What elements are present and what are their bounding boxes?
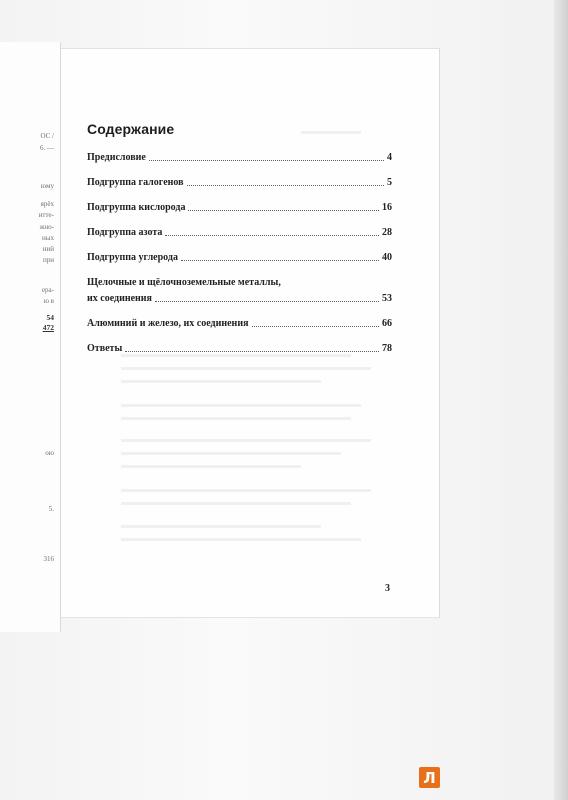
- toc-entry: [87, 252, 392, 264]
- book-page: [61, 48, 440, 618]
- toc-leader-dots: [181, 260, 379, 261]
- toc-entry: [87, 318, 392, 330]
- toc-entry-label: Подгруппа углерода: [87, 252, 178, 263]
- show-through-mark: [121, 465, 301, 468]
- show-through-mark: [301, 131, 361, 134]
- toc-entry-page: 40: [382, 252, 392, 263]
- left-text-fragment: при: [43, 256, 54, 264]
- left-page-fragment: [0, 42, 61, 632]
- toc-entry-page: 16: [382, 202, 392, 213]
- show-through-mark: [121, 404, 361, 407]
- toc-entry: [87, 202, 392, 214]
- toc-entry-page: 78: [382, 343, 392, 354]
- show-through-mark: [121, 380, 321, 383]
- left-text-fragment: 316: [43, 555, 54, 563]
- left-text-fragment: 6. —: [40, 144, 54, 152]
- left-text-fragment: ных: [42, 234, 54, 242]
- toc-entry: [87, 277, 392, 305]
- toc-entry-page: 4: [387, 152, 392, 163]
- toc-entry-label: Подгруппа галогенов: [87, 177, 184, 188]
- toc-entry-label: их соединения: [87, 293, 152, 304]
- toc-entry-continuation: [87, 293, 392, 305]
- toc-leader-dots: [188, 210, 379, 211]
- show-through-mark: [121, 502, 351, 505]
- toc-leader-dots: [187, 185, 384, 186]
- toc-entry-page: 53: [382, 293, 392, 304]
- show-through-mark: [121, 452, 341, 455]
- toc-entry-label: Алюминий и железо, их соединения: [87, 318, 249, 329]
- toc-entry: [87, 152, 392, 164]
- toc-entry-label: Щелочные и щёлочноземельные металлы,: [87, 277, 281, 288]
- toc-entry: [87, 343, 392, 355]
- toc-leader-dots: [155, 301, 379, 302]
- left-text-fragment: 472: [42, 323, 54, 332]
- show-through-mark: [121, 525, 321, 528]
- toc-entry-page: 66: [382, 318, 392, 329]
- left-text-fragment: 54: [46, 313, 54, 322]
- toc-entry: [87, 177, 392, 189]
- left-text-fragment: ярёх: [40, 200, 54, 208]
- toc-leader-dots: [165, 235, 379, 236]
- left-text-fragment: ою: [45, 449, 54, 457]
- left-text-fragment: 5.: [48, 505, 54, 513]
- toc-title: Содержание: [87, 121, 175, 137]
- toc-entry-label: Подгруппа кислорода: [87, 202, 186, 213]
- labirint-logo-icon: Л: [419, 767, 440, 788]
- toc-entry-page: 5: [387, 177, 392, 188]
- show-through-mark: [121, 489, 371, 492]
- table-of-contents: [87, 152, 392, 368]
- left-text-fragment: жно-: [39, 223, 54, 231]
- left-text-fragment: итте-: [38, 211, 54, 219]
- left-text-fragment: ю в: [43, 297, 54, 305]
- left-text-fragment: ний: [42, 245, 54, 253]
- left-text-fragment: юму: [40, 182, 54, 190]
- scan-edge-shadow: [554, 0, 568, 800]
- show-through-mark: [121, 538, 361, 541]
- show-through-mark: [121, 417, 351, 420]
- toc-entry-label: Предисловие: [87, 152, 146, 163]
- toc-entry-label: Подгруппа азота: [87, 227, 163, 238]
- left-text-fragment: ОС /: [40, 132, 54, 140]
- toc-leader-dots: [125, 351, 379, 352]
- toc-leader-dots: [252, 326, 380, 327]
- toc-entry-label: Ответы: [87, 343, 123, 354]
- toc-entry: [87, 227, 392, 239]
- toc-leader-dots: [149, 160, 384, 161]
- left-text-fragment: ера-: [41, 286, 54, 294]
- toc-entry-page: 28: [382, 227, 392, 238]
- show-through-mark: [121, 439, 371, 442]
- page-number: 3: [385, 583, 390, 594]
